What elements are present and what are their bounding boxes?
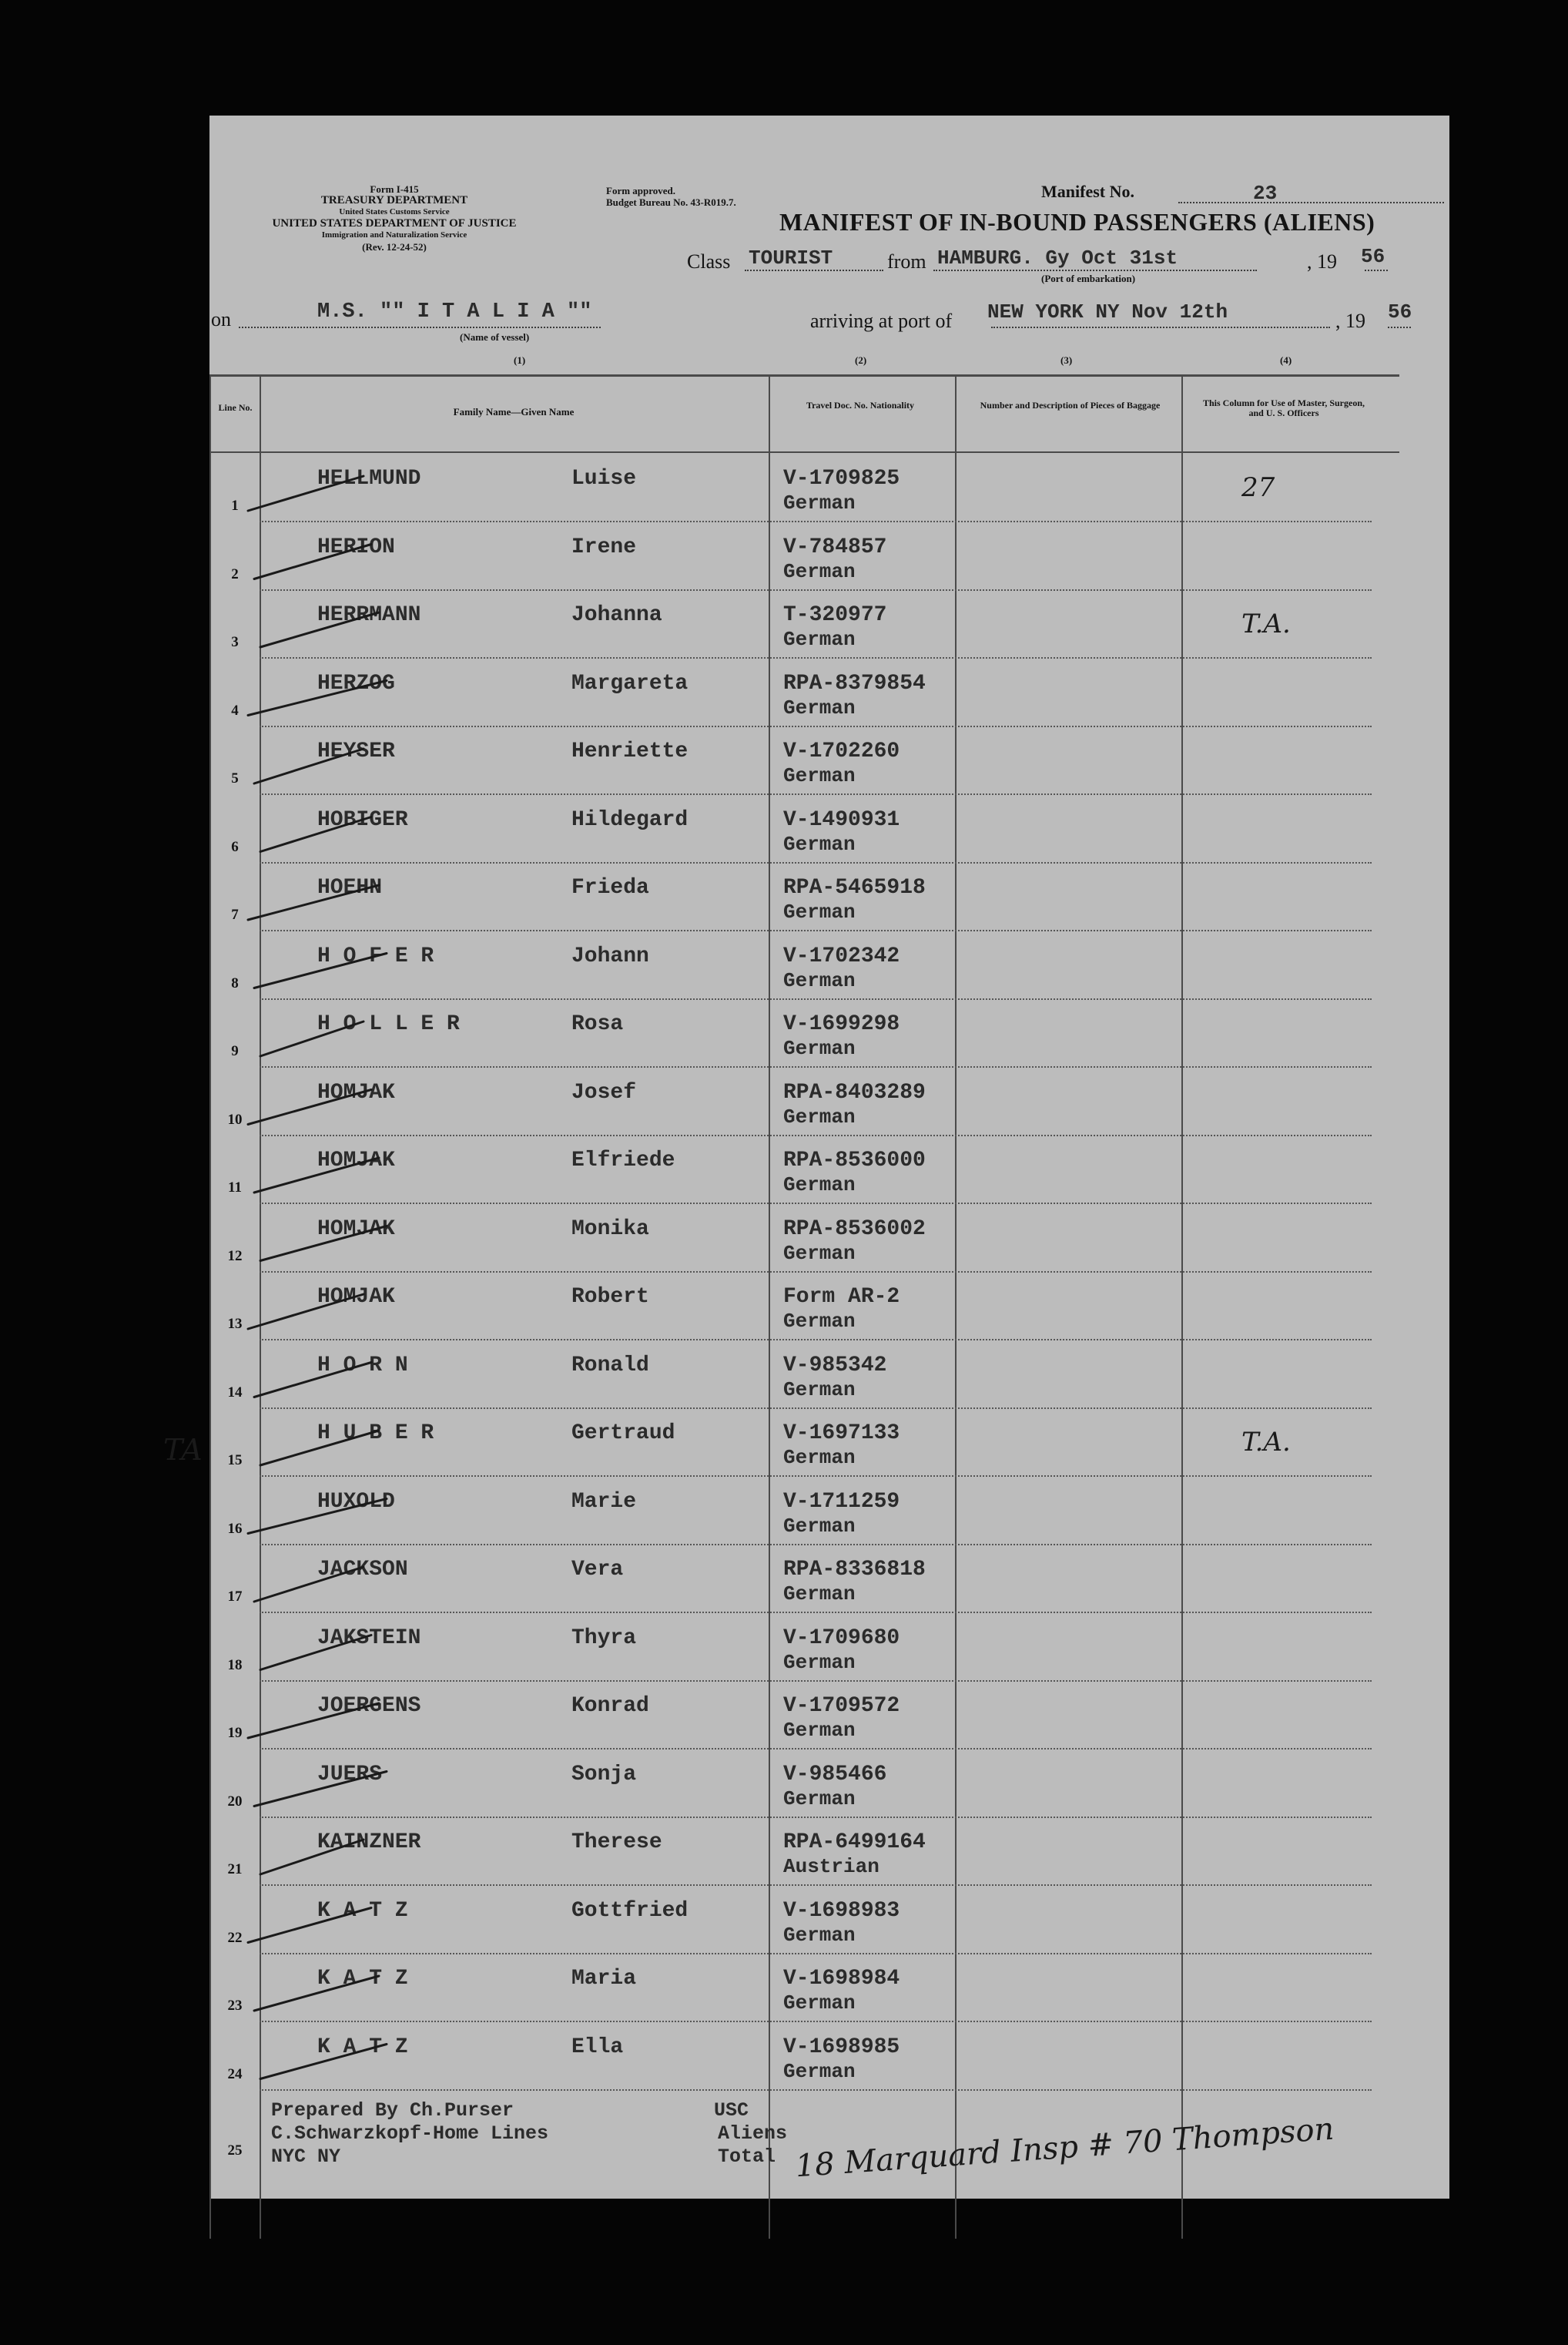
- line-number: 20: [227, 1793, 243, 1810]
- nationality: German: [783, 559, 856, 583]
- line-number: 11: [228, 1179, 242, 1196]
- vessel-caption: (Name of vessel): [460, 331, 530, 343]
- nationality: German: [783, 1923, 856, 1947]
- family-name: K A T Z: [317, 1967, 408, 1991]
- nationality: German: [783, 2059, 856, 2083]
- line-number: 1: [231, 498, 239, 514]
- officer-note: 27: [1241, 472, 1275, 503]
- arrival-year: 56: [1388, 300, 1412, 324]
- check-mark: [260, 1635, 371, 1670]
- family-name: HELLMUND: [317, 467, 421, 491]
- on-label: on: [211, 308, 231, 330]
- check-mark: [260, 1840, 364, 1874]
- line-number: 4: [231, 702, 239, 719]
- given-name: Johanna: [571, 603, 662, 627]
- revision-date: (Rev. 12-24-52): [362, 241, 427, 253]
- col-head-baggage: Number and Description of Pieces of Baggage: [980, 400, 1161, 411]
- check-mark: [248, 1499, 387, 1534]
- check-mark: [260, 1022, 364, 1056]
- col-head-name: Family Name—Given Name: [453, 406, 575, 418]
- given-name: Rosa: [571, 1012, 624, 1036]
- family-name: HERRMANN: [317, 603, 421, 627]
- family-name: H O F E R: [317, 944, 434, 968]
- officer-note: T.A.: [1241, 1427, 1291, 1458]
- nationality: German: [783, 968, 856, 992]
- family-name: HEYSER: [317, 740, 395, 763]
- check-mark: [254, 1772, 387, 1807]
- col-head-doc: Travel Doc. No. Nationality: [806, 400, 915, 411]
- travel-doc-no: V-1490931: [783, 807, 900, 832]
- check-mark: [260, 2045, 387, 2079]
- family-name: HOBIGER: [317, 807, 408, 832]
- given-name: Monika: [571, 1216, 649, 1241]
- line-number: 24: [227, 2065, 243, 2082]
- family-name: HERZOG: [317, 671, 395, 696]
- col-num-4: (4): [1280, 354, 1292, 366]
- aliens-label: Aliens: [718, 2122, 788, 2145]
- arrival-year-prefix: , 19: [1335, 310, 1365, 332]
- manifest-label: Manifest No.: [1041, 182, 1134, 201]
- travel-doc-no: V-1699298: [783, 1012, 900, 1036]
- nationality: German: [783, 901, 856, 924]
- from-label: from: [887, 250, 926, 273]
- family-name: H U B E R: [317, 1421, 434, 1445]
- family-name: JAKSTEIN: [317, 1625, 421, 1650]
- from-value: HAMBURG. Gy Oct 31st: [937, 247, 1178, 270]
- family-name: JACKSON: [317, 1558, 408, 1582]
- officer-note: T.A.: [1241, 609, 1291, 639]
- check-mark: [254, 545, 371, 579]
- travel-doc-no: V-784857: [783, 535, 887, 559]
- travel-doc-no: V-1697133: [783, 1421, 900, 1445]
- given-name: Gottfried: [571, 1898, 689, 1923]
- nationality: German: [783, 1037, 856, 1060]
- total-label: Total: [718, 2145, 776, 2168]
- nationality: German: [783, 1514, 856, 1538]
- travel-doc-no: V-985466: [783, 1762, 887, 1786]
- budget-bureau: Budget Bureau No. 43-R019.7.: [606, 196, 736, 208]
- travel-doc-no: V-1709572: [783, 1694, 900, 1718]
- family-name: HOMJAK: [317, 1285, 395, 1309]
- family-name: HOEHN: [317, 876, 383, 900]
- given-name: Frieda: [571, 876, 649, 900]
- margin-annotation: TA: [163, 1433, 203, 1467]
- travel-doc-no: V-1711259: [783, 1489, 900, 1514]
- travel-doc-no: V-1709825: [783, 467, 900, 491]
- line-number: 15: [227, 1452, 243, 1468]
- line-number-25: 25: [227, 2142, 243, 2159]
- line-number: 21: [227, 1861, 243, 1877]
- nationality: German: [783, 832, 856, 856]
- check-mark: [254, 1976, 379, 2011]
- given-name: Thyra: [571, 1625, 637, 1650]
- check-mark: [254, 1363, 371, 1397]
- line-number: 3: [231, 634, 239, 650]
- line-number: 5: [231, 770, 239, 787]
- given-name: Robert: [571, 1285, 649, 1309]
- nationality: German: [783, 1173, 856, 1196]
- class-label: Class: [687, 250, 731, 273]
- line-number: 13: [227, 1316, 243, 1332]
- line-number: 22: [227, 1929, 243, 1946]
- nationality: German: [783, 1582, 856, 1605]
- customs-service: United States Customs Service: [339, 207, 450, 216]
- line-number: 18: [227, 1656, 243, 1673]
- nationality: German: [783, 1786, 856, 1810]
- check-mark: [260, 817, 371, 852]
- travel-doc-no: V-985342: [783, 1353, 887, 1377]
- travel-doc-no: RPA-5465918: [783, 876, 926, 900]
- travel-doc-no: RPA-8536000: [783, 1149, 926, 1172]
- family-name: H O L L E R: [317, 1012, 460, 1036]
- given-name: Margareta: [571, 671, 689, 696]
- nationality: German: [783, 696, 856, 720]
- nationality: German: [783, 764, 856, 787]
- family-name: K A T Z: [317, 1898, 408, 1923]
- check-mark: [248, 885, 379, 920]
- line-number: 14: [227, 1384, 243, 1401]
- given-name: Josef: [571, 1080, 637, 1105]
- line-number: 10: [227, 1111, 243, 1128]
- manifest-number: 23: [1253, 182, 1278, 205]
- check-mark: [254, 749, 364, 783]
- travel-doc-no: RPA-6499164: [783, 1830, 926, 1854]
- travel-doc-no: RPA-8536002: [783, 1216, 926, 1241]
- col-num-3: (3): [1060, 354, 1073, 366]
- travel-doc-no: Form AR-2: [783, 1285, 900, 1309]
- family-name: H O R N: [317, 1353, 408, 1377]
- arriving-label: arriving at port of: [810, 310, 953, 332]
- check-mark: [260, 1431, 379, 1465]
- family-name: HUXOLD: [317, 1489, 395, 1514]
- prepared-by: Prepared By Ch.Purser: [271, 2099, 514, 2122]
- family-name: HOMJAK: [317, 1149, 395, 1172]
- family-name: KAINZNER: [317, 1830, 421, 1854]
- travel-doc-no: V-1698985: [783, 2035, 900, 2059]
- nationality: German: [783, 1650, 856, 1674]
- col-num-2: (2): [855, 354, 867, 366]
- given-name: Luise: [571, 467, 637, 491]
- check-mark: [248, 1908, 371, 1943]
- class-value: TOURIST: [749, 247, 833, 270]
- nationality: Austrian: [783, 1855, 879, 1878]
- col-head-officers: This Column for Use of Master, Surgeon, and U. S. Officers: [1203, 398, 1365, 418]
- travel-doc-no: RPA-8336818: [783, 1558, 926, 1582]
- nationality: German: [783, 1105, 856, 1129]
- given-name: Vera: [571, 1558, 624, 1582]
- given-name: Sonja: [571, 1762, 637, 1786]
- line-number: 19: [227, 1725, 243, 1741]
- vessel-name: M.S. "" I T A L I A "": [317, 300, 592, 324]
- given-name: Marie: [571, 1489, 637, 1514]
- check-mark: [254, 954, 387, 988]
- nationality: German: [783, 1991, 856, 2015]
- line-number: 8: [231, 975, 239, 991]
- treasury-dept: TREASURY DEPARTMENT: [320, 194, 468, 206]
- check-mark: [248, 476, 364, 511]
- check-marks: [209, 116, 1449, 2199]
- family-name: HOMJAK: [317, 1216, 395, 1241]
- travel-doc-no: V-1702342: [783, 944, 900, 968]
- given-name: Maria: [571, 1967, 637, 1991]
- check-mark: [248, 1294, 364, 1329]
- nationality: German: [783, 628, 856, 651]
- check-mark: [254, 1567, 364, 1602]
- line-number: 23: [227, 1998, 243, 2014]
- given-name: Konrad: [571, 1694, 649, 1718]
- line-number: 12: [227, 1247, 243, 1264]
- justice-dept: UNITED STATES DEPARTMENT OF JUSTICE: [272, 217, 517, 230]
- given-name: Therese: [571, 1830, 662, 1854]
- line-number: 2: [231, 565, 239, 582]
- check-mark: [248, 1703, 379, 1738]
- travel-doc-no: T-320977: [783, 603, 887, 627]
- given-name: Elfriede: [571, 1149, 675, 1172]
- family-name: HOMJAK: [317, 1080, 395, 1105]
- page-title: MANIFEST OF IN-BOUND PASSENGERS (ALIENS): [779, 208, 1375, 236]
- form-number: Form I-415: [370, 183, 419, 195]
- check-mark: [254, 1158, 379, 1193]
- prepared-by-city: NYC NY: [271, 2145, 341, 2168]
- check-mark: [248, 681, 387, 716]
- travel-doc-no: V-1702260: [783, 740, 900, 763]
- year-prefix: , 19: [1307, 250, 1337, 273]
- port-caption: (Port of embarkation): [1041, 273, 1136, 284]
- ins-service: Immigration and Naturalization Service: [321, 230, 467, 240]
- given-name: Irene: [571, 535, 637, 559]
- arrival-value: NEW YORK NY Nov 12th: [987, 300, 1228, 324]
- form-approved: Form approved.: [606, 185, 676, 196]
- given-name: Henriette: [571, 740, 689, 763]
- line-number: 16: [227, 1520, 243, 1537]
- nationality: German: [783, 1719, 856, 1742]
- line-number: 17: [227, 1588, 243, 1605]
- travel-doc-no: RPA-8403289: [783, 1080, 926, 1105]
- given-name: Gertraud: [571, 1421, 675, 1445]
- given-name: Johann: [571, 944, 649, 968]
- col-num-1: (1): [514, 354, 526, 366]
- nationality: German: [783, 491, 856, 515]
- col-head-line: Line No.: [218, 402, 253, 413]
- year-value: 56: [1361, 245, 1385, 268]
- nationality: German: [783, 1241, 856, 1265]
- check-mark: [260, 1226, 387, 1261]
- nationality: German: [783, 1377, 856, 1401]
- travel-doc-no: RPA-8379854: [783, 671, 926, 696]
- line-number: 6: [231, 838, 239, 855]
- given-name: Ronald: [571, 1353, 649, 1377]
- travel-doc-no: V-1698983: [783, 1898, 900, 1923]
- given-name: Ella: [571, 2035, 624, 2059]
- prepared-by-lines: C.Schwarzkopf-Home Lines: [271, 2122, 549, 2145]
- check-mark: [248, 1090, 371, 1125]
- manifest-sheet: [163, 116, 1449, 2199]
- travel-doc-no: V-1709680: [783, 1625, 900, 1650]
- given-name: Hildegard: [571, 807, 689, 832]
- family-name: HERION: [317, 535, 395, 559]
- line-number: 7: [231, 907, 239, 923]
- family-name: JUERS: [317, 1762, 383, 1786]
- inspector-signature: 18 Marquard Insp # 70 Thompson: [794, 2111, 1335, 2185]
- family-name: JOERGENS: [317, 1694, 421, 1718]
- family-name: K A T Z: [317, 2035, 408, 2059]
- nationality: German: [783, 1310, 856, 1333]
- usc-label: USC: [714, 2099, 749, 2122]
- line-number: 9: [231, 1043, 239, 1059]
- nationality: German: [783, 1446, 856, 1469]
- check-mark: [260, 612, 379, 647]
- travel-doc-no: V-1698984: [783, 1967, 900, 1991]
